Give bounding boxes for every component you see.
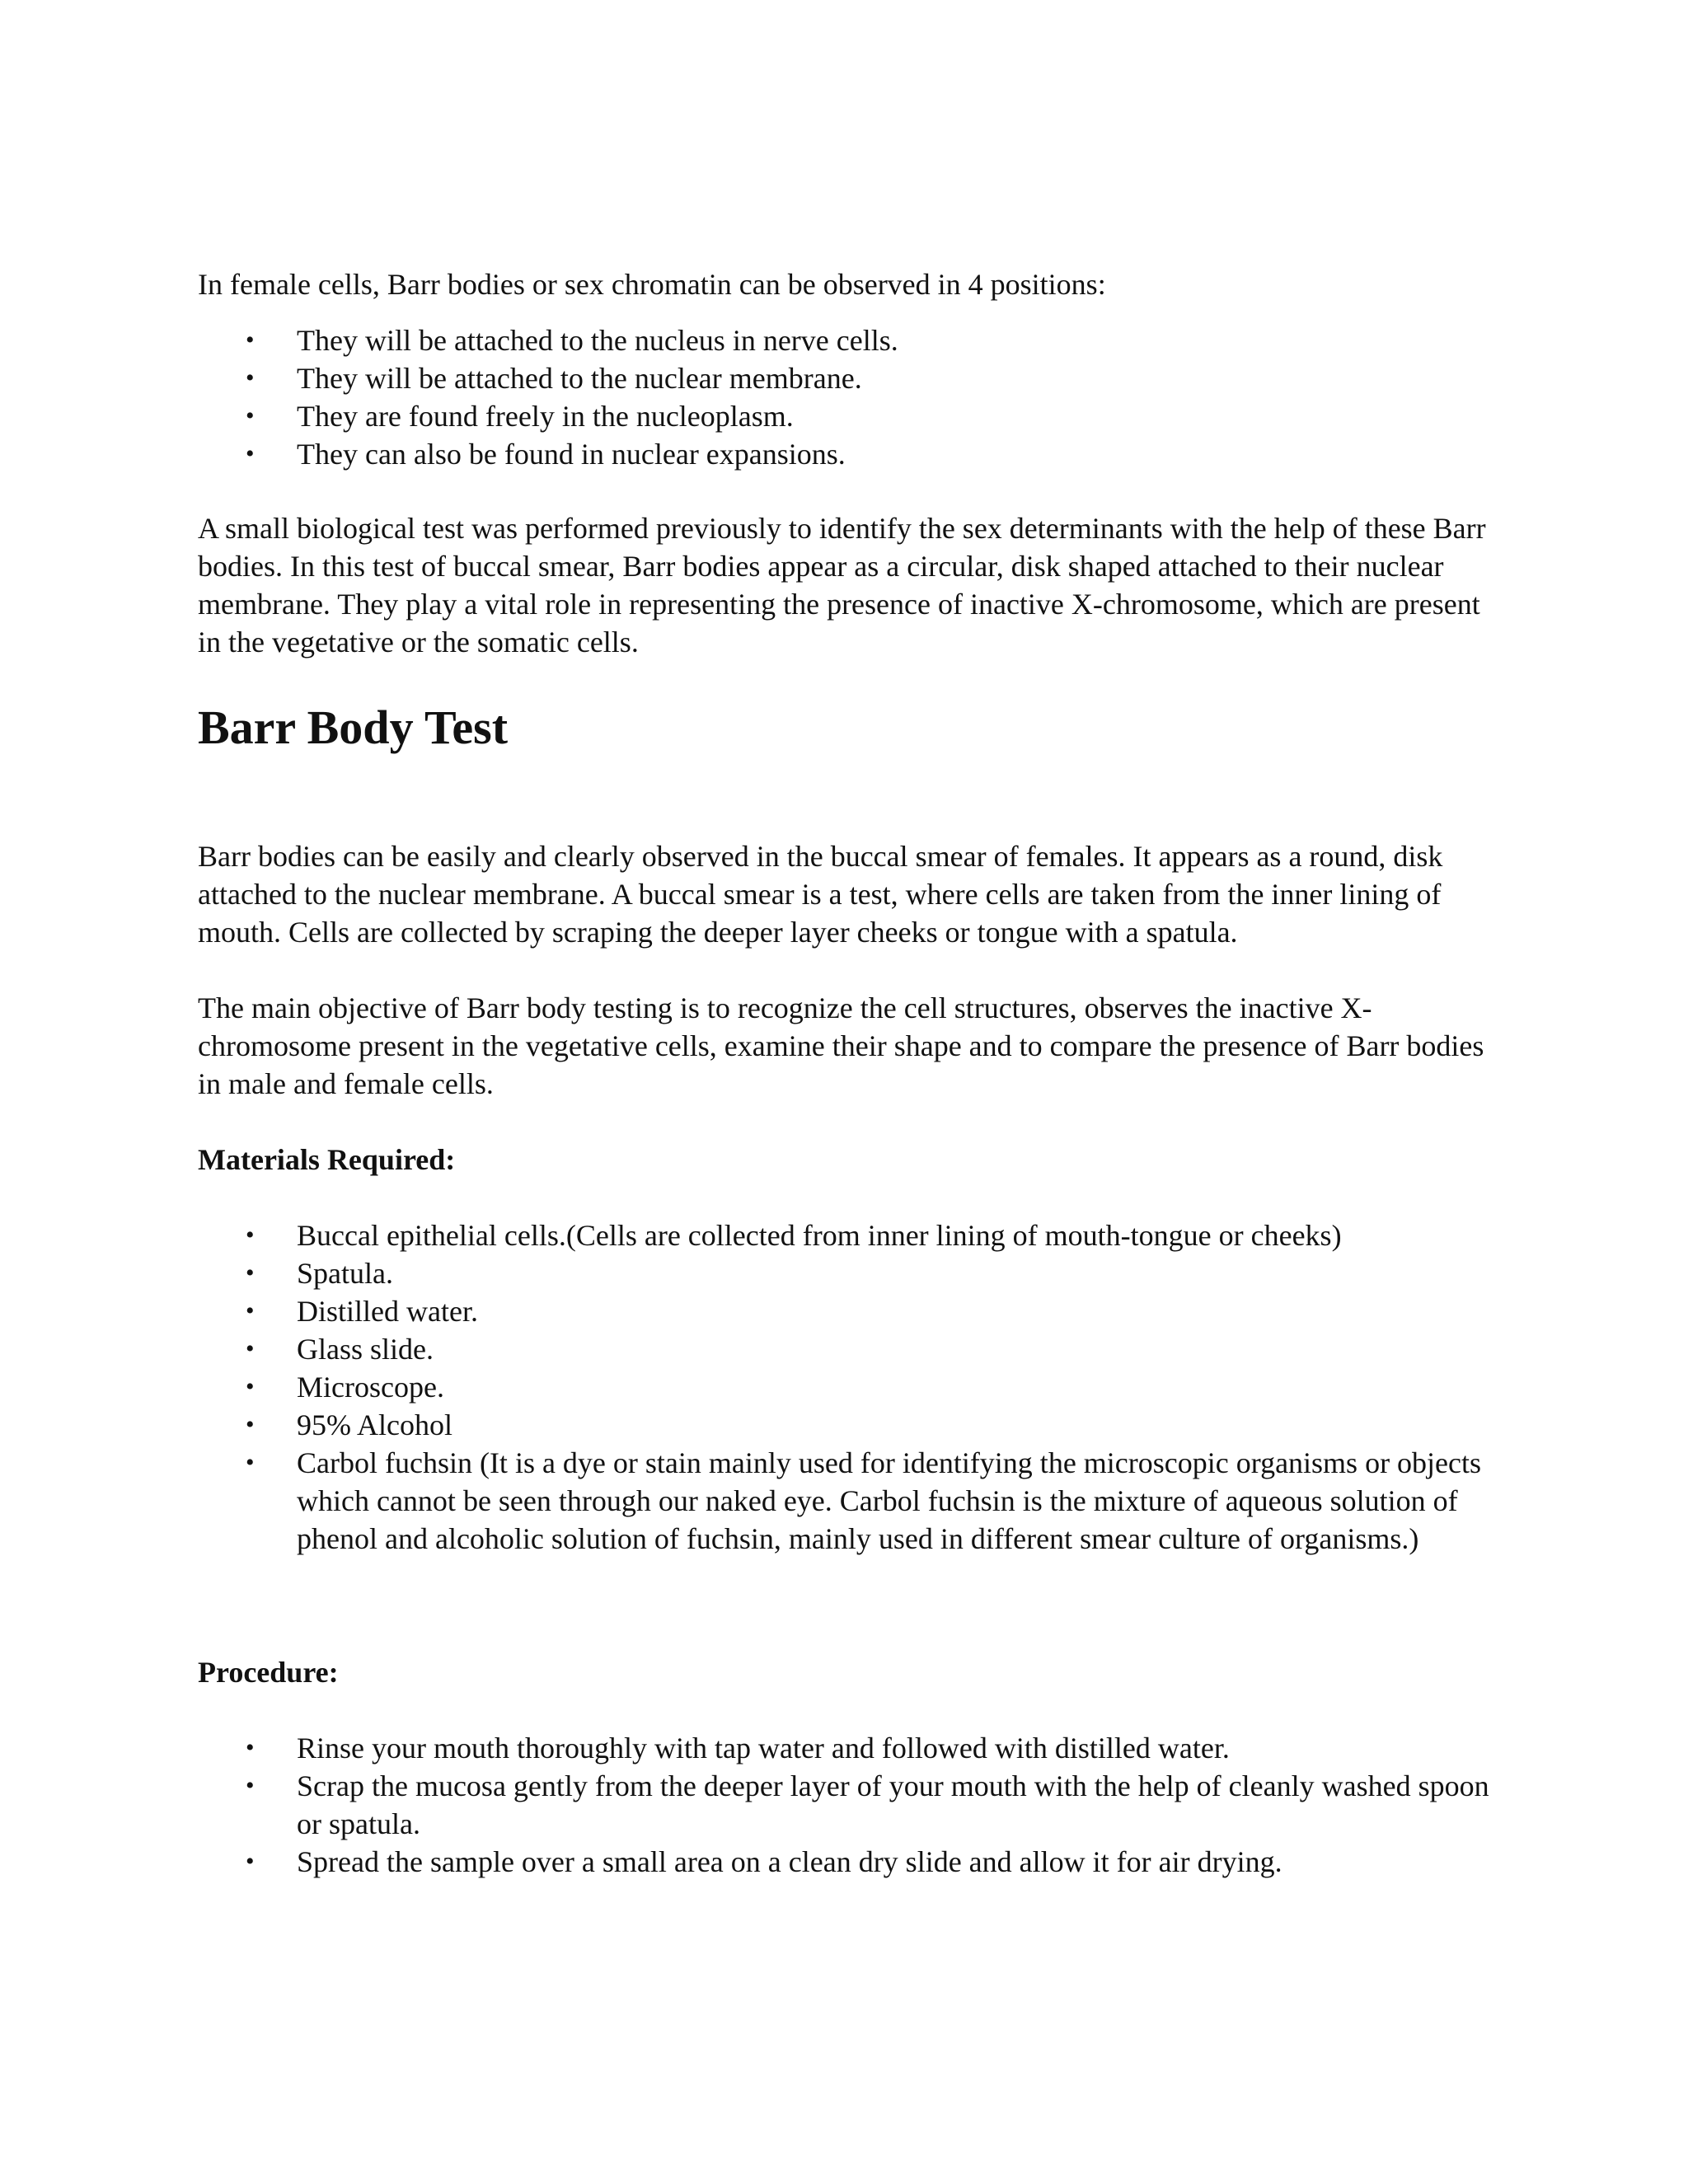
procedure-list <box>198 1729 1500 1881</box>
document-page <box>198 265 1500 1881</box>
materials-list <box>198 1216 1500 1558</box>
list-item: • Microscope. <box>198 1368 1500 1406</box>
intro-paragraph: In female cells, Barr bodies or sex chromatin can be observed in 4 positions: <box>198 268 1106 301</box>
materials-heading: Materials Required: <box>198 1143 456 1176</box>
list-item: • They are found freely in the nucleoplasm. <box>198 397 1500 435</box>
list-item: • Distilled water. <box>198 1292 1500 1330</box>
list-item: • Scrap the mucosa gently from the deeper layer of your mouth with the help of cleanly washed spoon or spatula. <box>198 1767 1500 1843</box>
buccal-smear-paragraph: Barr bodies can be easily and clearly observed in the buccal smear of females. It appears as a round, disk attached to the nuclear membrane. A buccal smear is a test, where cells are taken from the inner lining of mouth. Cells are collected by scraping the deeper layer cheeks or tongue with a spatula. <box>198 840 1443 949</box>
list-item: • 95% Alcohol <box>198 1406 1500 1444</box>
procedure-heading: Procedure: <box>198 1656 339 1689</box>
positions-list <box>198 321 1500 473</box>
list-item: • Spatula. <box>198 1254 1500 1292</box>
list-item: • They will be attached to the nucleus in nerve cells. <box>198 321 1500 359</box>
buccal-test-paragraph: A small biological test was performed previously to identify the sex determinants with the help of these Barr bodies. In this test of buccal smear, Barr bodies appear as a circular, disk shaped attached to their nuclear membrane. They play a vital role in representing the presence of inactive X-chromosome, which are present in the vegetative or the somatic cells. <box>198 512 1486 658</box>
list-item: • Glass slide. <box>198 1330 1500 1368</box>
list-item: • Buccal epithelial cells.(Cells are collected from inner lining of mouth-tongue or cheeks) <box>198 1216 1500 1254</box>
list-item: • They can also be found in nuclear expansions. <box>198 435 1500 473</box>
list-item: • Rinse your mouth thoroughly with tap water and followed with distilled water. <box>198 1729 1500 1767</box>
list-item: • Spread the sample over a small area on a clean dry slide and allow it for air drying. <box>198 1843 1500 1881</box>
list-item: • Carbol fuchsin (It is a dye or stain mainly used for identifying the microscopic organisms or objects which cannot be seen through our naked eye. Carbol fuchsin is the mixture of aqueous solution of phenol and alcoholic solution of fuchsin, mainly used in different smear culture of organisms.) <box>198 1444 1500 1558</box>
list-item: • They will be attached to the nuclear membrane. <box>198 359 1500 397</box>
objective-paragraph: The main objective of Barr body testing is to recognize the cell structures, observes the inactive X-chromosome present in the vegetative cells, examine their shape and to compare the presence of Barr bodies in male and female cells. <box>198 991 1484 1100</box>
section-heading: Barr Body Test <box>198 701 509 754</box>
